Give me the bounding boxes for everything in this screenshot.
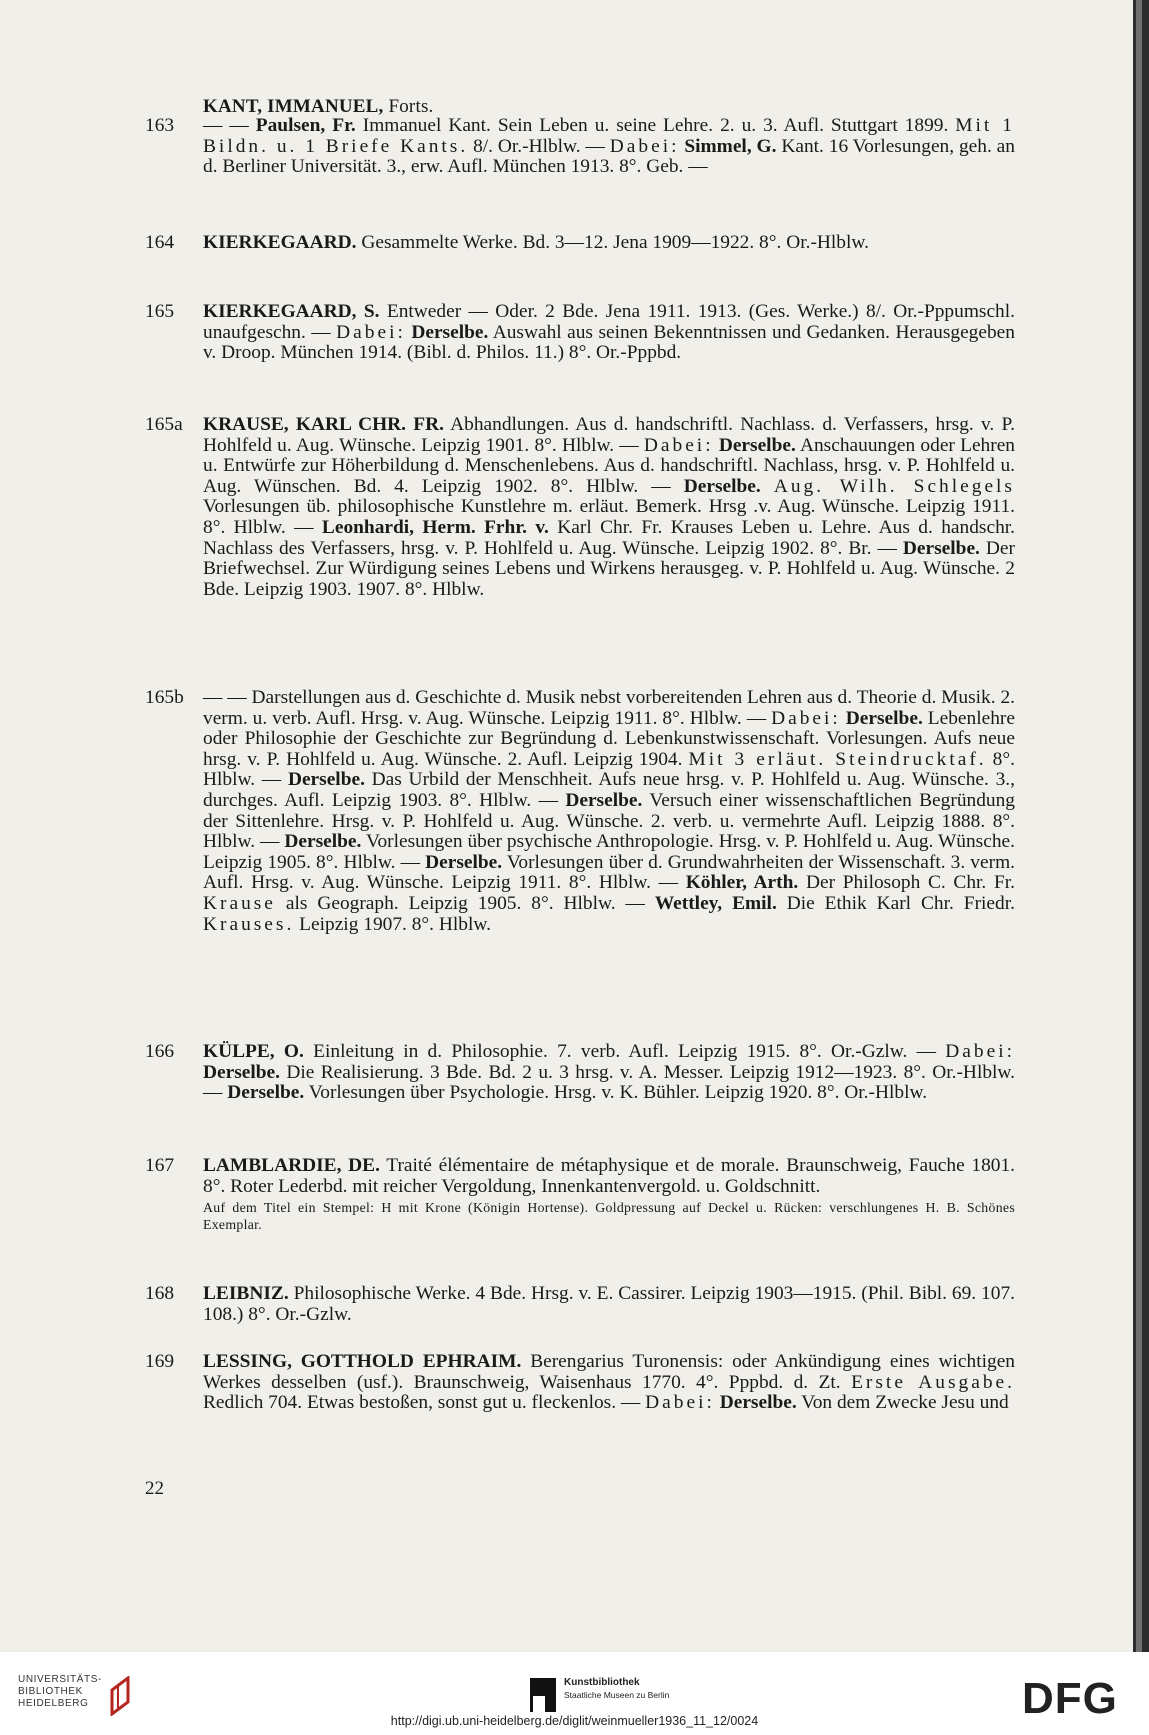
entry-text: LESSING, GOTTHOLD EPHRAIM. Berengarius Turonensis: oder Ankündigung eines wichtigen Werkes desselben (usf.). Braunschweig, Waisenhaus 1770. 4°. Pppbd. d. Zt. Erste Ausgabe. Redlich 704. Etwas bestoßen, sonst gut u. fleckenlos. — Dabei: Derselbe. Von dem Zwecke Jesu und <box>203 1351 1015 1414</box>
entry-number: 167 <box>145 1155 175 1176</box>
entry-number: 165 <box>145 301 175 322</box>
entry-text: KRAUSE, KARL CHR. FR. Abhandlungen. Aus d. handschriftl. Nachlass. d. Verfassers, hrsg. v. P. Hohlfeld u. Aug. Wünsche. Leipzig 1901. 8°. Hlblw. — Dabei: Derselbe. Anschauungen oder Lehren u. Entwürfe zur Höherbildung d. Menschenlebens. Aus d. handschriftl. Nachlass, hrsg. v. P. Hohlfeld u. Aug. Wünschen. Bd. 4. Leipzig 1902. 8°. Hlblw. — Derselbe. Aug. Wilh. Schlegels Vorlesungen üb. philosophische Kunstlehre m. erläut. Bemerk. Hrsg .v. Aug. Wünsche. Leipzig 1911. 8°. Hlblw. — Leonhardi, Herm. Frhr. v. Karl Chr. Fr. Krauses Leben u. Lehre. Aus d. handschr. Nachlass des Verfassers, hrsg. v. P. Hohlfeld u. Aug. Wünsche. Leipzig 1902. 8°. Br. — Derselbe. Der Briefwechsel. Zur Würdigung seines Lebens und Wirkens herausgeg. v. P. Hohlfeld u. Aug. Wünsche. 2 Bde. Leipzig 1903. 1907. 8°. Hlblw. <box>203 414 1016 600</box>
page-number: 22 <box>145 1478 164 1499</box>
permalink-url[interactable]: http://digi.ub.uni-heidelberg.de/diglit/weinmueller1936_11_12/0024 <box>390 1714 759 1728</box>
entry-number: 165a <box>145 414 183 435</box>
header-continued: Forts. <box>383 96 434 117</box>
author-name: KANT, IMMANUEL, <box>203 96 384 117</box>
university-library-label: UNIVERSITÄTS- BIBLIOTHEK HEIDELBERG <box>18 1674 102 1709</box>
entry-text: — — Darstellungen aus d. Geschichte d. Musik nebst vorbereitenden Lehren aus d. Theorie d. Musik. 2. verm. u. verb. Aufl. Hrsg. v. Aug. Wünsche. Leipzig 1911. 8°. Hlblw. — Dabei: Derselbe. Lebenlehre oder Philosophie der Geschichte zur Begründung d. Lebenkunstwissenschaft. Vorlesungen. Aufs neue hrsg. v. P. Hohlfeld u. Aug. Wünsche. 2. Aufl. Leipzig 1904. Mit 3 erläut. Steindrucktaf. 8°. Hlblw. — Derselbe. Das Urbild der Menschheit. Aufs neue hrsg. v. P. Hohlfeld u. Aug. Wünsche. 3., durchges. Aufl. Leipzig 1903. 8°. Hlblw. — Derselbe. Versuch einer wissenschaftlichen Begründung der Sittenlehre. Hrsg. v. P. Hohlfeld u. Aug. Wünsche. 2. verb. u. vermehrte Aufl. Leipzig 1888. 8°. Hlblw. — Derselbe. Vorlesungen über psychische Anthropologie. Hrsg. v. P. Hohlfeld u. Aug. Wünsche. Leipzig 1905. 8°. Hlblw. — Derselbe. Vorlesungen über d. Grundwahrheiten der Wissenschaft. 3. verm. Aufl. Hrsg. v. Aug. Wünsche. Leipzig 1911. 8°. Hlblw. — Köhler, Arth. Der Philosoph C. Chr. Fr. Krause als Geograph. Leipzig 1905. 8°. Hlblw. — Wettley, Emil. Die Ethik Karl Chr. Friedr. Krauses. Leipzig 1907. 8°. Hlblw. <box>203 687 1016 935</box>
entry-text: KÜLPE, O. Einleitung in d. Philosophie. 7. verb. Aufl. Leipzig 1915. 8°. Or.-Gzlw. — Dabei: Derselbe. Die Realisierung. 3 Bde. Bd. 2 u. 3 hrsg. v. A. Messer. Leipzig 1912—1923. 8°. Or.-Hlblw. — Derselbe. Vorlesungen über Psychologie. Hrsg. v. K. Bühler. Leipzig 1920. 8°. Or.-Hlblw. <box>203 1041 1015 1104</box>
kunstbibliothek-logo-icon <box>530 1678 556 1712</box>
page-edge-shadow <box>1133 0 1149 1652</box>
kunstbibliothek-label: Kunstbibliothek Staatliche Museen zu Berlin <box>564 1677 670 1700</box>
entry-text: KIERKEGAARD, S. Entweder — Oder. 2 Bde. Jena 1911. 1913. (Ges. Werke.) 8/. Or.-Pppumschl. unaufgeschn. — Dabei: Derselbe. Auswahl aus seinen Bekenntnissen und Gedanken. Herausgegeben v. Droop. München 1914. (Bibl. d. Philos. 11.) 8°. Or.-Pppbd. <box>203 301 1015 364</box>
viewer-footer <box>0 1652 1149 1735</box>
entry-text: — — Paulsen, Fr. Immanuel Kant. Sein Leben u. seine Lehre. 2. u. 3. Aufl. Stuttgart 1899. Mit 1 Bildn. u. 1 Briefe Kants. 8/. Or.-Hlblw. — Dabei: Simmel, G. Kant. 16 Vorlesungen, geh. an d. Berliner Universität. 3., erw. Aufl. München 1913. 8°. Geb. — <box>203 115 1015 178</box>
entry-note: Auf dem Titel ein Stempel: H mit Krone (Königin Hortense). Goldpressung auf Deckel u. Rücken: verschlungenes H. B. Schönes Exemplar. <box>203 1200 1015 1232</box>
entry-number: 163 <box>145 115 175 136</box>
entry-number: 165b <box>145 687 184 708</box>
university-library-logo-icon <box>104 1676 134 1716</box>
entry-number: 166 <box>145 1041 175 1062</box>
entry-number: 168 <box>145 1283 175 1304</box>
dfg-logo: DFG <box>1022 1674 1118 1723</box>
entry-number: 164 <box>145 232 175 253</box>
entry-text: LEIBNIZ. Philosophische Werke. 4 Bde. Hrsg. v. E. Cassirer. Leipzig 1903—1915. (Phil. Bibl. 69. 107. 108.) 8°. Or.-Gzlw. <box>203 1283 1015 1325</box>
entry-number: 169 <box>145 1351 175 1372</box>
entry-text: KIERKEGAARD. Gesammelte Werke. Bd. 3—12. Jena 1909—1922. 8°. Or.-Hlblw. <box>203 232 869 253</box>
entry-text: LAMBLARDIE, DE. Traité élémentaire de métaphysique et de morale. Braunschweig, Fauche 1801. 8°. Roter Lederbd. mit reicher Vergoldung, Innenkantenvergold. u. Goldschnitt. Auf dem Titel ein Stempel: H mit Krone (Königin Hortense). Goldpressung auf Deckel u. Rücken: verschlungenes H. B. Schönes Exemplar. <box>203 1155 1016 1232</box>
